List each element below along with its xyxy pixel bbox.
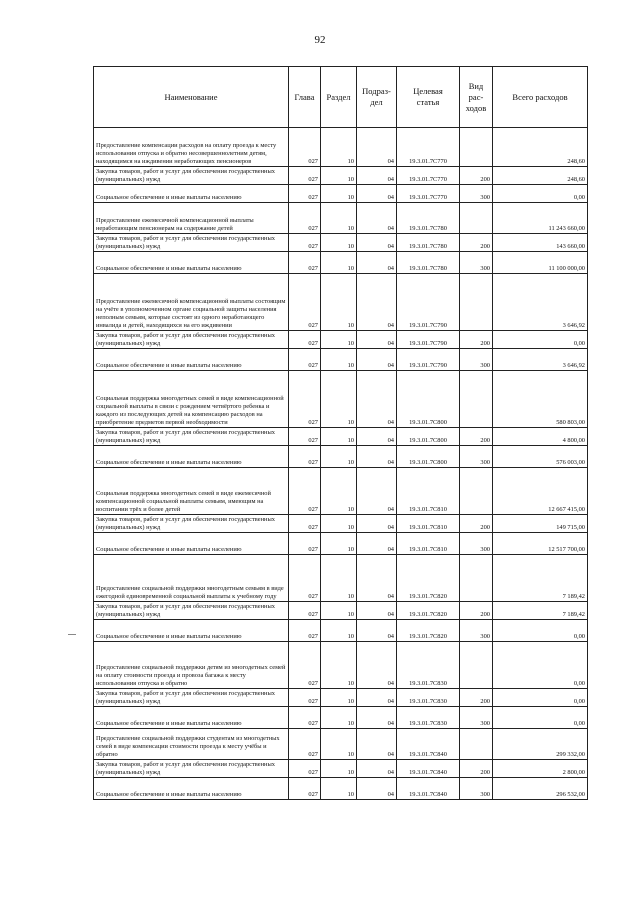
- cell-target-article: 19.3.01.7С840: [397, 778, 460, 800]
- table-row: [94, 167, 588, 185]
- cell-total: 3 646,92: [493, 274, 588, 331]
- cell-expense-type: [460, 468, 493, 515]
- cell-target-article: 19.3.01.7С830: [397, 707, 460, 729]
- table-row: [94, 234, 588, 252]
- cell-section: 10: [321, 468, 357, 515]
- cell-total: 576 003,00: [493, 446, 588, 468]
- cell-section: 10: [321, 729, 357, 760]
- cell-name: Закупка товаров, работ и услуг для обеспечения государственных (муниципальных) нужд: [94, 515, 289, 533]
- cell-name: Предоставление социальной поддержки многодетным семьям в виде ежегодной единовременной социальной выплаты к учебному году: [94, 555, 289, 602]
- cell-name: Предоставление компенсации расходов на оплату проезда к месту использования отпуска и обратно несовершеннолетним детям, находящимся на иждивении неработающих пенсионеров: [94, 128, 289, 167]
- cell-expense-type: 300: [460, 620, 493, 642]
- cell-subsection: 04: [357, 707, 397, 729]
- cell-target-article: 19.3.01.7С830: [397, 642, 460, 689]
- cell-name: Предоставление социальной поддержки детям из многодетных семей на оплату стоимости проезда и провоза багажа к месту использования отпуска и обратно: [94, 642, 289, 689]
- table-row: [94, 468, 588, 515]
- cell-chapter: 027: [289, 760, 321, 778]
- cell-subsection: 04: [357, 533, 397, 555]
- cell-name: Закупка товаров, работ и услуг для обеспечения государственных (муниципальных) нужд: [94, 167, 289, 185]
- cell-total: 0,00: [493, 185, 588, 203]
- cell-name: Закупка товаров, работ и услуг для обеспечения государственных (муниципальных) нужд: [94, 331, 289, 349]
- cell-section: 10: [321, 371, 357, 428]
- cell-subsection: 04: [357, 602, 397, 620]
- cell-chapter: 027: [289, 349, 321, 371]
- cell-target-article: 19.3.01.7С820: [397, 620, 460, 642]
- table-row: [94, 620, 588, 642]
- cell-target-article: 19.3.01.7С770: [397, 185, 460, 203]
- cell-target-article: 19.3.01.7С800: [397, 371, 460, 428]
- cell-total: 0,00: [493, 642, 588, 689]
- header-section: Раздел: [321, 67, 357, 128]
- cell-section: 10: [321, 689, 357, 707]
- cell-total: 11 100 000,00: [493, 252, 588, 274]
- cell-total: 3 646,92: [493, 349, 588, 371]
- cell-expense-type: 300: [460, 707, 493, 729]
- cell-target-article: 19.3.01.7С820: [397, 602, 460, 620]
- cell-section: 10: [321, 331, 357, 349]
- table-row: [94, 252, 588, 274]
- table-row: [94, 128, 588, 167]
- table-row: [94, 642, 588, 689]
- cell-section: 10: [321, 760, 357, 778]
- table-row: [94, 274, 588, 331]
- cell-name: Социальное обеспечение и иные выплаты населению: [94, 533, 289, 555]
- cell-target-article: 19.3.01.7С790: [397, 274, 460, 331]
- cell-total: 296 532,00: [493, 778, 588, 800]
- cell-expense-type: [460, 642, 493, 689]
- header-target-article: Целевая статья: [397, 67, 460, 128]
- cell-expense-type: 200: [460, 331, 493, 349]
- cell-chapter: 027: [289, 778, 321, 800]
- cell-expense-type: [460, 203, 493, 234]
- header-chapter: Глава: [289, 67, 321, 128]
- cell-target-article: 19.3.01.7С770: [397, 167, 460, 185]
- table-row: [94, 778, 588, 800]
- cell-chapter: 027: [289, 234, 321, 252]
- cell-total: 7 189,42: [493, 555, 588, 602]
- cell-chapter: 027: [289, 331, 321, 349]
- cell-subsection: 04: [357, 349, 397, 371]
- cell-subsection: 04: [357, 515, 397, 533]
- table-row: [94, 760, 588, 778]
- cell-section: 10: [321, 252, 357, 274]
- cell-subsection: 04: [357, 689, 397, 707]
- cell-expense-type: 200: [460, 602, 493, 620]
- cell-section: 10: [321, 128, 357, 167]
- table-row: [94, 428, 588, 446]
- cell-expense-type: 200: [460, 689, 493, 707]
- cell-name: Социальная поддержка многодетных семей в виде ежемесячной компенсационной социальной выплаты семьям, имеющим на воспитании трёх и более детей: [94, 468, 289, 515]
- cell-target-article: 19.3.01.7С810: [397, 533, 460, 555]
- cell-expense-type: [460, 729, 493, 760]
- cell-section: 10: [321, 203, 357, 234]
- cell-subsection: 04: [357, 234, 397, 252]
- cell-expense-type: 300: [460, 185, 493, 203]
- cell-section: 10: [321, 167, 357, 185]
- cell-subsection: 04: [357, 760, 397, 778]
- cell-expense-type: [460, 274, 493, 331]
- cell-subsection: 04: [357, 371, 397, 428]
- cell-chapter: 027: [289, 620, 321, 642]
- table-row: [94, 515, 588, 533]
- table-row: [94, 446, 588, 468]
- table-row: [94, 331, 588, 349]
- cell-subsection: 04: [357, 428, 397, 446]
- cell-total: 4 800,00: [493, 428, 588, 446]
- cell-total: 12 517 700,00: [493, 533, 588, 555]
- cell-subsection: 04: [357, 252, 397, 274]
- table-row: [94, 729, 588, 760]
- cell-target-article: 19.3.01.7С780: [397, 234, 460, 252]
- cell-name: Социальное обеспечение и иные выплаты населению: [94, 620, 289, 642]
- cell-subsection: 04: [357, 555, 397, 602]
- cell-section: 10: [321, 533, 357, 555]
- cell-total: 143 660,00: [493, 234, 588, 252]
- cell-chapter: 027: [289, 428, 321, 446]
- cell-name: Социальная поддержка многодетных семей в виде компенсационной социальной выплаты в связи с рождением четвёртого ребенка и каждого из последующих детей на компенсацию расходов на приобретение предметов первой необходимости: [94, 371, 289, 428]
- cell-section: 10: [321, 707, 357, 729]
- cell-chapter: 027: [289, 689, 321, 707]
- cell-name: Предоставление ежемесячной компенсационной выплаты неработающим пенсионерам на содержание детей: [94, 203, 289, 234]
- cell-chapter: 027: [289, 468, 321, 515]
- cell-target-article: 19.3.01.7С770: [397, 128, 460, 167]
- cell-section: 10: [321, 620, 357, 642]
- page-number: 92: [314, 34, 326, 46]
- cell-section: 10: [321, 778, 357, 800]
- cell-chapter: 027: [289, 252, 321, 274]
- cell-name: Закупка товаров, работ и услуг для обеспечения государственных (муниципальных) нужд: [94, 234, 289, 252]
- cell-section: 10: [321, 642, 357, 689]
- cell-target-article: 19.3.01.7С790: [397, 331, 460, 349]
- cell-section: 10: [321, 602, 357, 620]
- table-row: [94, 689, 588, 707]
- cell-chapter: 027: [289, 642, 321, 689]
- cell-subsection: 04: [357, 446, 397, 468]
- table-body: [94, 128, 588, 800]
- cell-total: 248,60: [493, 128, 588, 167]
- cell-chapter: 027: [289, 128, 321, 167]
- cell-name: Закупка товаров, работ и услуг для обеспечения государственных (муниципальных) нужд: [94, 428, 289, 446]
- cell-name: Социальное обеспечение и иные выплаты населению: [94, 778, 289, 800]
- cell-target-article: 19.3.01.7С780: [397, 203, 460, 234]
- cell-name: Закупка товаров, работ и услуг для обеспечения государственных (муниципальных) нужд: [94, 689, 289, 707]
- table-row: [94, 185, 588, 203]
- cell-chapter: 027: [289, 371, 321, 428]
- cell-target-article: 19.3.01.7С790: [397, 349, 460, 371]
- cell-expense-type: 300: [460, 252, 493, 274]
- cell-target-article: 19.3.01.7С840: [397, 729, 460, 760]
- cell-expense-type: 200: [460, 760, 493, 778]
- cell-total: 11 243 660,00: [493, 203, 588, 234]
- cell-section: 10: [321, 349, 357, 371]
- cell-subsection: 04: [357, 203, 397, 234]
- cell-target-article: 19.3.01.7С810: [397, 468, 460, 515]
- cell-expense-type: 200: [460, 515, 493, 533]
- cell-subsection: 04: [357, 128, 397, 167]
- header-expense-type: Вид рас- ходов: [460, 67, 493, 128]
- cell-subsection: 04: [357, 274, 397, 331]
- cell-section: 10: [321, 515, 357, 533]
- cell-chapter: 027: [289, 555, 321, 602]
- table-row: [94, 602, 588, 620]
- cell-expense-type: [460, 128, 493, 167]
- cell-section: 10: [321, 555, 357, 602]
- cell-section: 10: [321, 446, 357, 468]
- table-row: [94, 707, 588, 729]
- cell-total: 248,60: [493, 167, 588, 185]
- cell-total: 0,00: [493, 620, 588, 642]
- cell-total: 7 189,42: [493, 602, 588, 620]
- cell-total: 2 800,00: [493, 760, 588, 778]
- cell-expense-type: [460, 555, 493, 602]
- cell-name: Социальное обеспечение и иные выплаты населению: [94, 349, 289, 371]
- cell-subsection: 04: [357, 185, 397, 203]
- cell-name: Социальное обеспечение и иные выплаты населению: [94, 252, 289, 274]
- cell-subsection: 04: [357, 620, 397, 642]
- cell-total: 299 332,00: [493, 729, 588, 760]
- cell-expense-type: 200: [460, 428, 493, 446]
- header-name: Наименование: [94, 67, 289, 128]
- cell-chapter: 027: [289, 707, 321, 729]
- margin-mark: [68, 634, 76, 635]
- cell-subsection: 04: [357, 729, 397, 760]
- cell-target-article: 19.3.01.7С840: [397, 760, 460, 778]
- table-row: [94, 555, 588, 602]
- cell-expense-type: 200: [460, 167, 493, 185]
- budget-table: [93, 66, 588, 800]
- cell-chapter: 027: [289, 602, 321, 620]
- table-row: [94, 371, 588, 428]
- cell-subsection: 04: [357, 331, 397, 349]
- cell-chapter: 027: [289, 185, 321, 203]
- cell-name: Социальное обеспечение и иные выплаты населению: [94, 707, 289, 729]
- cell-total: 149 715,00: [493, 515, 588, 533]
- header-subsection: Подраз- дел: [357, 67, 397, 128]
- table-header-row: [94, 67, 588, 128]
- cell-target-article: 19.3.01.7С780: [397, 252, 460, 274]
- cell-target-article: 19.3.01.7С810: [397, 515, 460, 533]
- cell-total: 12 667 415,00: [493, 468, 588, 515]
- cell-section: 10: [321, 274, 357, 331]
- cell-target-article: 19.3.01.7С820: [397, 555, 460, 602]
- cell-expense-type: 300: [460, 778, 493, 800]
- cell-chapter: 027: [289, 729, 321, 760]
- cell-name: Закупка товаров, работ и услуг для обеспечения государственных (муниципальных) нужд: [94, 760, 289, 778]
- header-total-expenses: Всего расходов: [493, 67, 588, 128]
- cell-section: 10: [321, 185, 357, 203]
- cell-chapter: 027: [289, 203, 321, 234]
- cell-expense-type: [460, 371, 493, 428]
- cell-name: Социальное обеспечение и иные выплаты населению: [94, 185, 289, 203]
- cell-target-article: 19.3.01.7С800: [397, 446, 460, 468]
- cell-expense-type: 300: [460, 446, 493, 468]
- table-row: [94, 349, 588, 371]
- cell-target-article: 19.3.01.7С830: [397, 689, 460, 707]
- cell-expense-type: 300: [460, 533, 493, 555]
- cell-total: 0,00: [493, 689, 588, 707]
- cell-section: 10: [321, 428, 357, 446]
- cell-subsection: 04: [357, 167, 397, 185]
- table-row: [94, 533, 588, 555]
- cell-name: Предоставление социальной поддержки студентам из многодетных семей в виде компенсации стоимости проезда к месту учёбы и обратно: [94, 729, 289, 760]
- cell-subsection: 04: [357, 468, 397, 515]
- cell-name: Социальное обеспечение и иные выплаты населению: [94, 446, 289, 468]
- table-row: [94, 203, 588, 234]
- cell-name: Закупка товаров, работ и услуг для обеспечения государственных (муниципальных) нужд: [94, 602, 289, 620]
- cell-target-article: 19.3.01.7С800: [397, 428, 460, 446]
- cell-chapter: 027: [289, 274, 321, 331]
- cell-name: Предоставление ежемесячной компенсационной выплаты состоящим на учёте в уполномоченном органе социальной защиты населения неполным семьям, которые состоят из одного неработающего инвалида и детей, находящихся на его иждивении: [94, 274, 289, 331]
- cell-expense-type: 200: [460, 234, 493, 252]
- cell-subsection: 04: [357, 642, 397, 689]
- cell-total: 0,00: [493, 707, 588, 729]
- cell-total: 580 803,00: [493, 371, 588, 428]
- cell-chapter: 027: [289, 446, 321, 468]
- cell-chapter: 027: [289, 515, 321, 533]
- cell-expense-type: 300: [460, 349, 493, 371]
- cell-section: 10: [321, 234, 357, 252]
- cell-chapter: 027: [289, 167, 321, 185]
- cell-total: 0,00: [493, 331, 588, 349]
- cell-subsection: 04: [357, 778, 397, 800]
- cell-chapter: 027: [289, 533, 321, 555]
